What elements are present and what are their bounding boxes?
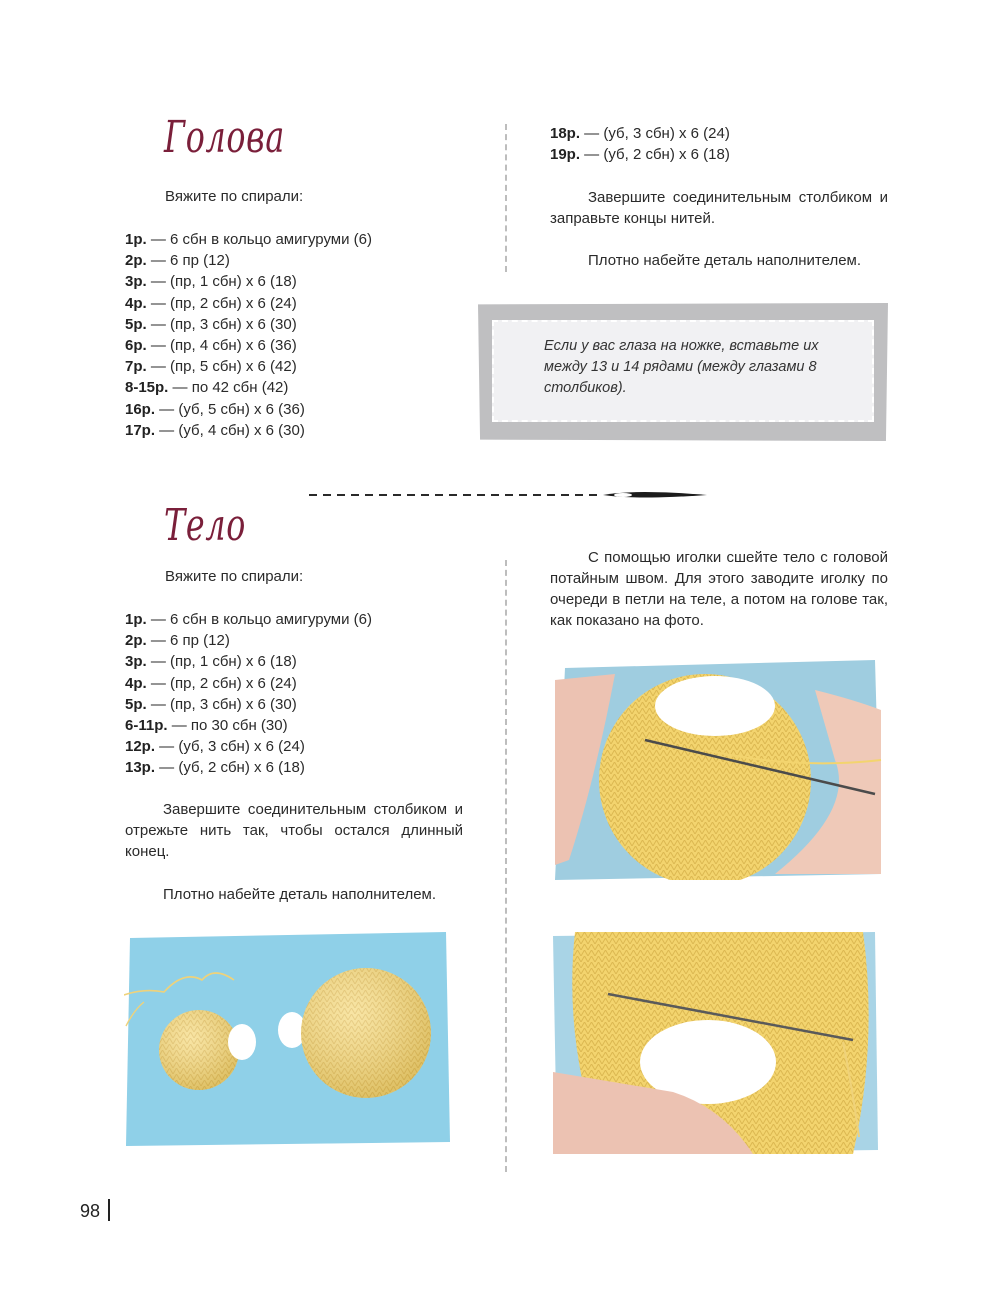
stuffing	[655, 676, 775, 736]
photo-sewing-step-1	[555, 660, 883, 880]
row-item: 2р. — 6 пр (12)	[125, 632, 230, 650]
row-item: 17р. — (уб, 4 сбн) х 6 (30)	[125, 421, 305, 439]
needle-icon	[603, 492, 707, 498]
row-item: 3р. — (пр, 1 сбн) х 6 (18)	[125, 273, 297, 291]
head-intro: Вяжите по спирали:	[165, 188, 304, 205]
row-item: 3р. — (пр, 1 сбн) х 6 (18)	[125, 653, 297, 671]
head-finish-text: Завершите соединительным столбиком и заправьте концы нитей.	[550, 189, 888, 227]
row-item: 4р. — (пр, 2 сбн) х 6 (24)	[125, 294, 297, 312]
row-item: 4р. — (пр, 2 сбн) х 6 (24)	[125, 674, 297, 692]
stuffing	[228, 1024, 256, 1060]
photo-head-and-body-parts	[124, 930, 454, 1148]
head-rows-continued	[550, 123, 890, 165]
row-item: 5р. — (пр, 3 сбн) х 6 (30)	[125, 695, 297, 713]
row-item: 6-11р. — по 30 сбн (30)	[125, 717, 288, 735]
body-stuff-text: Плотно набейте деталь наполнителем.	[163, 886, 437, 903]
head-stuff-text: Плотно набейте деталь наполнителем.	[588, 252, 862, 269]
row-item: 16р. — (уб, 5 сбн) х 6 (36)	[125, 400, 305, 418]
row-item: 5р. — (пр, 3 сбн) х 6 (30)	[125, 315, 297, 333]
row-item: 1р. — 6 сбн в кольцо амигуруми (6)	[125, 611, 372, 628]
body-intro: Вяжите по спирали:	[165, 568, 304, 585]
row-item: 18р. — (уб, 3 сбн) х 6 (24)	[550, 125, 730, 142]
body-finish-text: Завершите соединительным столбиком и отрежьте нить так, чтобы остался длинный конец.	[125, 801, 463, 860]
row-item: 19р. — (уб, 2 сбн) х 6 (18)	[550, 146, 730, 164]
row-item: 12р. — (уб, 3 сбн) х 6 (24)	[125, 738, 305, 756]
head-rows-list	[125, 229, 475, 441]
row-item: 6р. — (пр, 4 сбн) х 6 (36)	[125, 337, 297, 355]
page-number: 98	[80, 1199, 110, 1222]
body-rows-list	[125, 609, 475, 779]
row-item: 2р. — 6 пр (12)	[125, 252, 230, 270]
section-divider	[305, 486, 710, 504]
row-item: 13р. — (уб, 2 сбн) х 6 (18)	[125, 759, 305, 777]
body-title: Тело	[164, 500, 247, 551]
body-sew-text: С помощью иголки сшейте тело с головой потайным швом. Для этого заводите иголку по очереди в петли на теле, а потом на голове так, как показано на фото.	[550, 549, 888, 629]
column-divider	[505, 560, 507, 1172]
column-divider	[505, 124, 507, 272]
row-item: 1р. — 6 сбн в кольцо амигуруми (6)	[125, 231, 372, 248]
photo-sewing-step-2	[553, 932, 878, 1154]
row-item: 7р. — (пр, 5 сбн) х 6 (42)	[125, 358, 297, 376]
note-callout: Если у вас глаза на ножке, вставьте их между 13 и 14 рядами (между глазами 8 столбиков).	[492, 320, 874, 422]
head-title: Голова	[164, 112, 285, 163]
row-item: 8-15р. — по 42 сбн (42)	[125, 379, 289, 397]
